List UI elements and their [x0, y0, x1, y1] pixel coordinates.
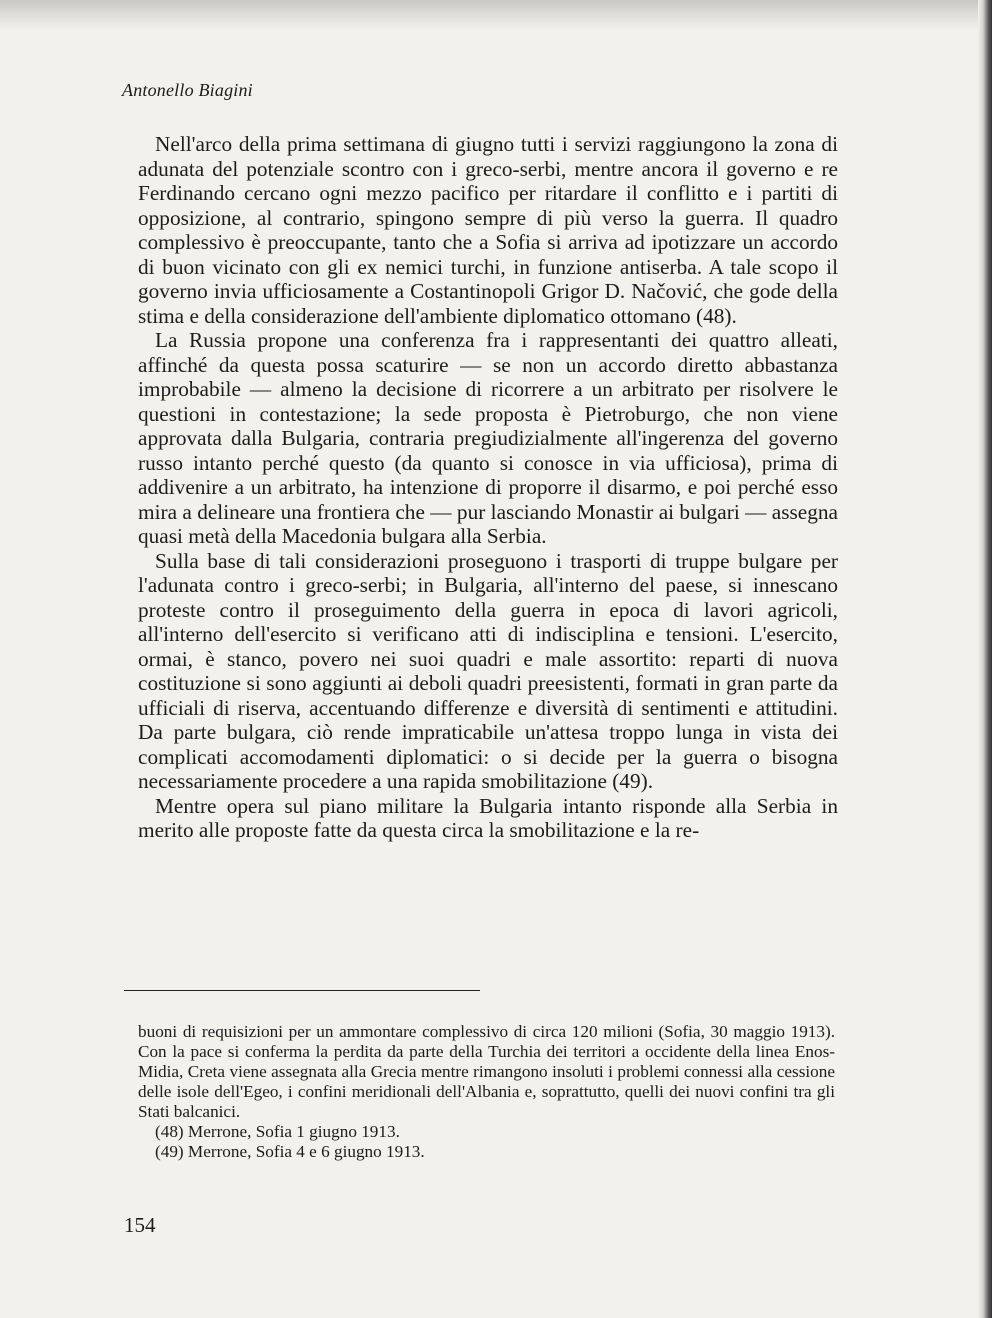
footnote-continuation: buoni di requisizioni per un ammontare complessivo di circa 120 milioni (Sofia, 30 maggio 1913). Con la pace si conferma la perdita da parte della Turchia dei territori a occidente della linea Enos-Midia, Creta viene assegnata alla Grecia mentre rimangono insoluti i problemi connessi alla cessione delle isole dell'Egeo, i confini meridionali dell'Albania e, soprattutto, quelli dei nuovi confini tra gli Stati balcanici. [138, 1022, 835, 1121]
footnote-49: (49) Merrone, Sofia 4 e 6 giugno 1913. [155, 1142, 425, 1161]
scan-shadow-top [0, 0, 992, 30]
scan-binding-edge [978, 0, 992, 1318]
body-text [138, 132, 838, 843]
page-number: 154 [124, 1213, 156, 1237]
footnote-divider [124, 990, 480, 991]
running-head: Antonello Biagini [122, 80, 253, 100]
footnotes [138, 1022, 835, 1162]
footnote-48: (48) Merrone, Sofia 1 giugno 1913. [155, 1122, 400, 1141]
body-paragraph: Nell'arco della prima settimana di giugno tutti i servizi raggiungono la zona di adunata del potenziale scontro con i greco-serbi, mentre ancora il governo e re Ferdinando cercano ogni mezzo pacifico per ritardare il conflitto e i partiti di opposizione, al contrario, spingono sempre di più verso la guerra. Il quadro complessivo è preoccupante, tanto che a Sofia si arriva ad ipotizzare un accordo di buon vicinato con gli ex nemici turchi, in funzione antiserba. A tale scopo il governo invia ufficiosamente a Costantinopoli Grigor D. Načović, che gode della stima e della considerazione dell'ambiente diplomatico ottomano (48). [138, 132, 838, 328]
body-paragraph: Sulla base di tali considerazioni proseguono i trasporti di truppe bulgare per l'adunata contro i greco-serbi; in Bulgaria, all'interno del paese, si innescano proteste contro il proseguimento della guerra in epoca di lavori agricoli, all'interno dell'esercito si verificano atti di indisciplina e tensioni. L'esercito, ormai, è stanco, povero nei suoi quadri e male assortito: reparti di nuova costituzione si sono aggiunti ai deboli quadri preesistenti, formati in gran parte da ufficiali di riserva, accentuando differenze e diversità di sentimenti e attitudini. Da parte bulgara, ciò rende impraticabile un'attesa troppo lunga in vista dei complicati accomodamenti diplomatici: o si decide per la guerra o bisogna necessariamente procedere a una rapida smobilitazione (49). [138, 548, 838, 793]
body-paragraph: La Russia propone una conferenza fra i rappresentanti dei quattro alleati, affinché da questa possa scaturire — se non un accordo diretto abbastanza improbabile — almeno la decisione di ricorrere a un arbitrato per risolvere le questioni in contestazione; la sede proposta è Pietroburgo, che non viene approvata dalla Bulgaria, contraria pregiudizialmente all'ingerenza del governo russo intanto perché questo (da quanto si conosce in via ufficiosa), prima di addivenire a un arbitrato, ha intenzione di proporre il disarmo, e poi perché esso mira a delineare una frontiera che — pur lasciando Monastir ai bulgari — assegna quasi metà della Macedonia bulgara alla Serbia. [138, 328, 838, 548]
body-paragraph: Mentre opera sul piano militare la Bulgaria intanto risponde alla Serbia in merito alle proposte fatte da questa circa la smobilitazione e la re- [138, 793, 838, 842]
